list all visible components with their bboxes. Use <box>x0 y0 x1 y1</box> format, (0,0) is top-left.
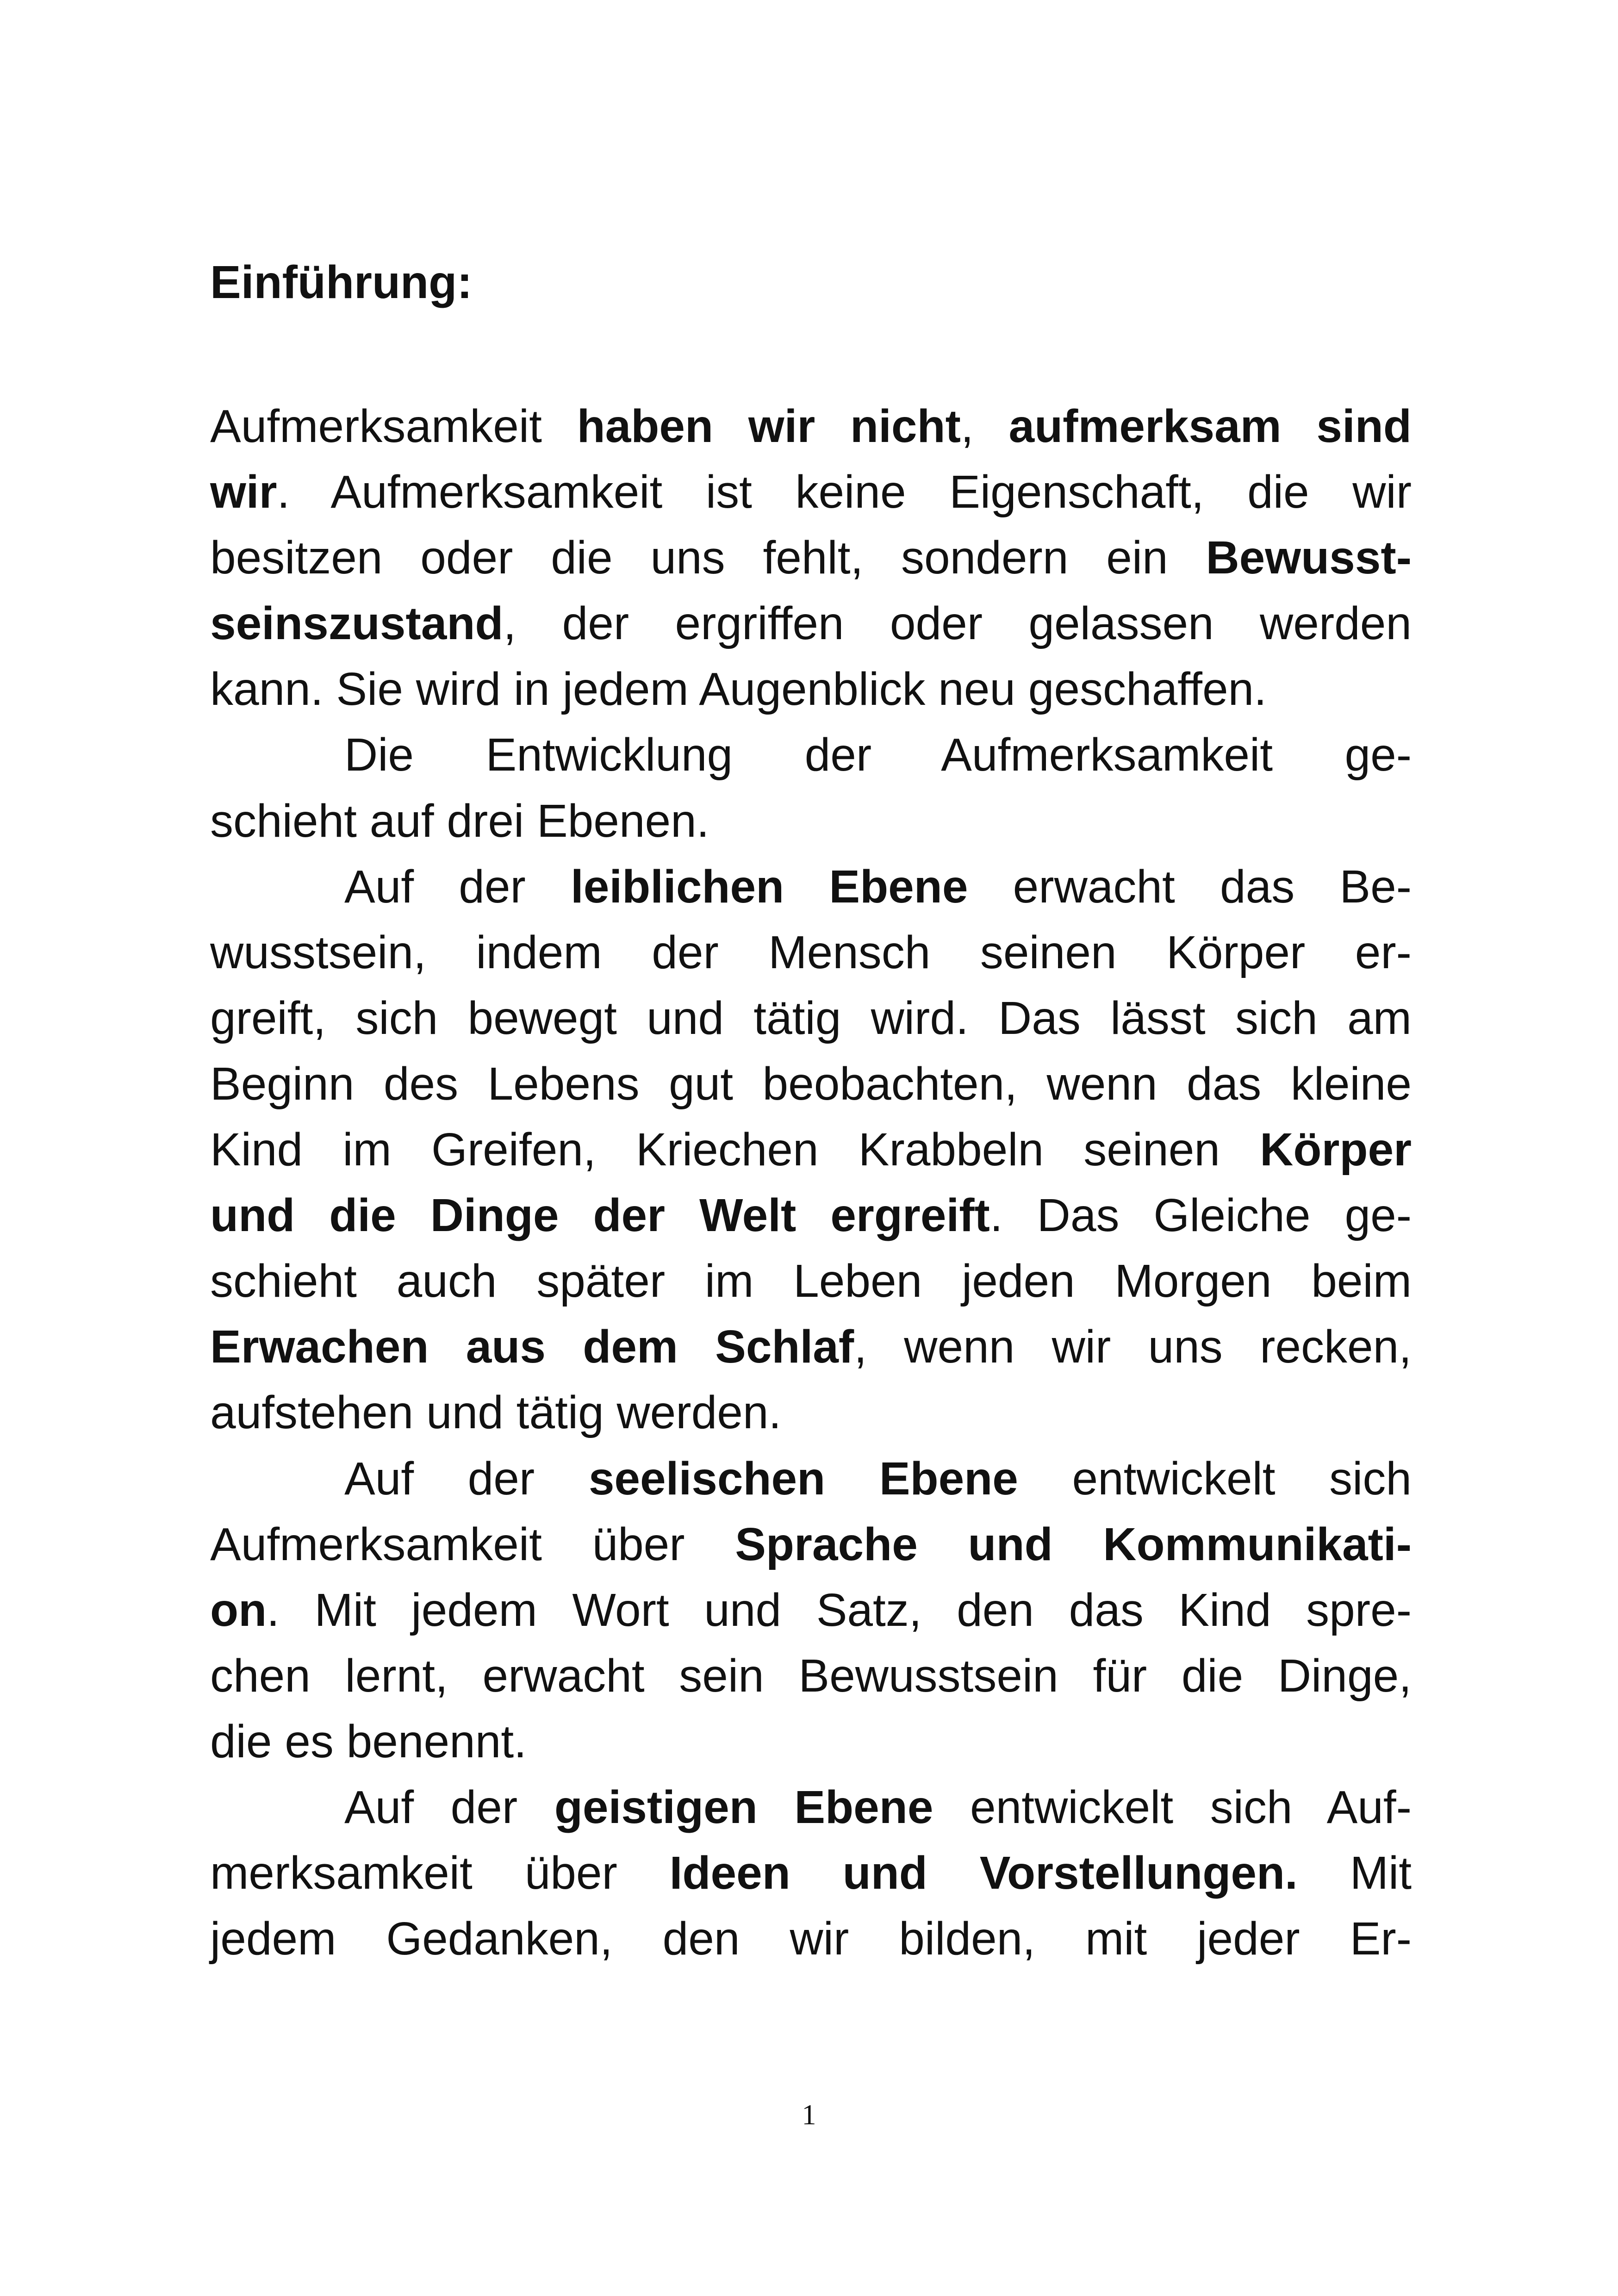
text-run: . Das Gleiche ge- <box>989 1189 1412 1242</box>
bold-text: und die Dinge der Welt ergreift <box>210 1189 990 1242</box>
text-line <box>210 1248 1412 1314</box>
text-run: greift, sich bewegt und tätig wird. Das lässt sich am <box>210 992 1412 1044</box>
text-line <box>210 920 1412 985</box>
text-line <box>210 591 1412 656</box>
text-run: , <box>960 400 1009 452</box>
text-run: besitzen oder die uns fehlt, sondern ein <box>210 532 1206 584</box>
text-run: schieht auch später im Leben jeden Morgen beim <box>210 1255 1412 1307</box>
text-run: Aufmerksamkeit über <box>210 1518 735 1570</box>
text-run: jedem Gedanken, den wir bilden, mit jeder Er- <box>210 1913 1412 1965</box>
text-line <box>210 1643 1412 1709</box>
text-line <box>210 1577 1412 1643</box>
page-number: 1 <box>802 2099 816 2131</box>
bold-text: Sprache und Kommunikati- <box>735 1518 1412 1570</box>
bold-text: haben wir nicht <box>577 400 961 452</box>
section-heading: Einführung: <box>210 256 473 308</box>
text-line <box>210 1117 1412 1182</box>
text-run: kann. Sie wird in jedem Augenblick neu geschaffen. <box>210 663 1267 716</box>
bold-text: Ideen und Vorstellungen. <box>669 1847 1298 1899</box>
bold-text: geistigen Ebene <box>554 1781 933 1833</box>
text-line <box>210 1380 1412 1445</box>
text-run: aufstehen und tätig werden. <box>210 1387 782 1439</box>
text-run: Beginn des Lebens gut beobachten, wenn das kleine <box>210 1058 1412 1110</box>
text-line <box>210 1709 1412 1774</box>
text-line <box>210 393 1412 459</box>
bold-text: aufmerksam sind <box>1008 400 1412 452</box>
text-line <box>210 1512 1412 1577</box>
text-line <box>210 459 1412 525</box>
text-run: Auf der <box>344 860 571 913</box>
text-line <box>210 854 1412 920</box>
bold-text: seinszustand <box>210 597 504 650</box>
text-run: Die Entwicklung der Aufmerksamkeit ge- <box>344 729 1412 781</box>
bold-text: Bewusst- <box>1206 532 1412 584</box>
text-line <box>210 1840 1412 1906</box>
text-run: . Mit jedem Wort und Satz, den das Kind spre- <box>267 1584 1412 1636</box>
text-run: die es benennt. <box>210 1715 527 1767</box>
bold-text: wir <box>210 466 277 518</box>
text-line <box>210 1051 1412 1117</box>
bold-text: leiblichen Ebene <box>570 860 968 913</box>
bold-text: Erwachen aus dem Schlaf <box>210 1321 854 1373</box>
text-run: , der ergriffen oder gelassen werden <box>503 597 1412 650</box>
text-run: wusstsein, indem der Mensch seinen Körper er- <box>210 926 1412 978</box>
text-run: Auf der <box>344 1781 554 1833</box>
text-run: Kind im Greifen, Kriechen Krabbeln seinen <box>210 1124 1260 1176</box>
text-run: Auf der <box>344 1452 589 1505</box>
bold-text: seelischen Ebene <box>588 1452 1018 1505</box>
text-line <box>210 656 1412 722</box>
text-line <box>210 1446 1412 1512</box>
text-line <box>210 985 1412 1051</box>
text-line <box>210 722 1412 788</box>
text-run: chen lernt, erwacht sein Bewusstsein für die Dinge, <box>210 1649 1412 1702</box>
text-line <box>210 1314 1412 1380</box>
text-run: erwacht das Be- <box>968 860 1412 913</box>
text-run: schieht auf drei Ebenen. <box>210 795 709 847</box>
text-line <box>210 525 1412 591</box>
text-line <box>210 788 1412 854</box>
text-run: . Aufmerksamkeit ist keine Eigenschaft, die wir <box>277 466 1412 518</box>
body-text <box>210 393 1412 1972</box>
bold-text: Körper <box>1260 1124 1412 1176</box>
text-run: entwickelt sich <box>1018 1452 1412 1505</box>
text-run: merksamkeit über <box>210 1847 670 1899</box>
text-run: Aufmerksamkeit <box>210 400 577 452</box>
bold-text: on <box>210 1584 267 1636</box>
text-line <box>210 1182 1412 1248</box>
text-run: entwickelt sich Auf- <box>933 1781 1412 1833</box>
text-line <box>210 1906 1412 1972</box>
text-line <box>210 1774 1412 1840</box>
text-run: , wenn wir uns recken, <box>854 1321 1412 1373</box>
text-run: Mit <box>1297 1847 1412 1899</box>
